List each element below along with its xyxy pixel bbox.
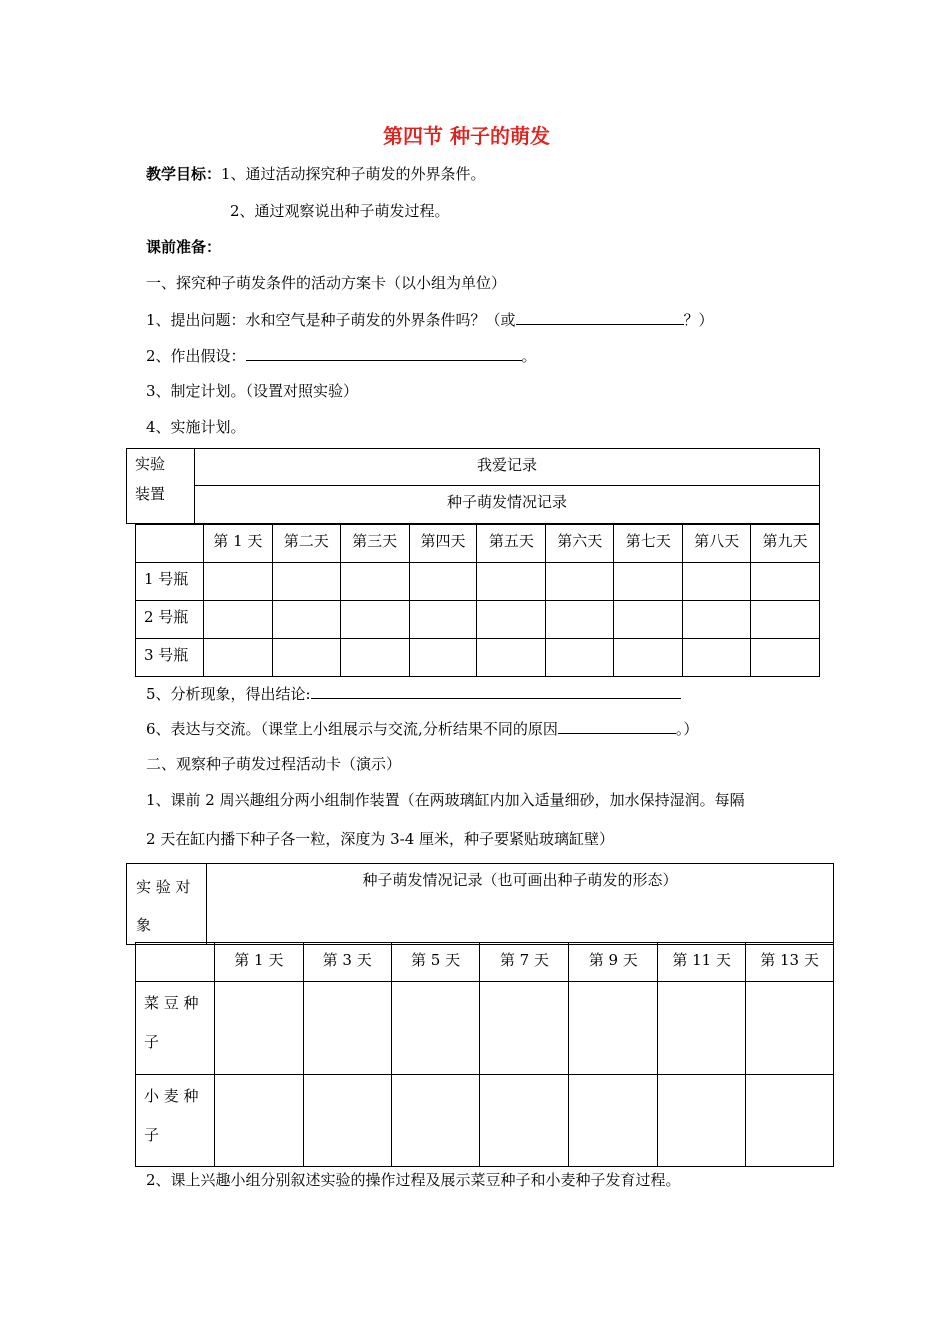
table2-cell xyxy=(658,1075,746,1167)
table2-cell xyxy=(303,982,391,1075)
table-row xyxy=(136,982,834,1075)
part2-step1-line2: 2 天在缸内播下种子各一粒，深度为 3-4 厘米，种子要紧贴玻璃缸壁） xyxy=(146,830,615,848)
table-row xyxy=(136,1075,834,1167)
step6-blank xyxy=(558,718,676,734)
table2-object-cell xyxy=(127,864,207,945)
part2-step1-line1: 1、课前 2 周兴趣组分两小组制作装置（在两玻璃缸内加入适量细砂，加水保持湿润。每隔 xyxy=(146,791,745,809)
table1-cell xyxy=(546,601,614,639)
table2-day: 第 7 天 xyxy=(480,943,569,982)
part1-step3: 3、制定计划。（设置对照实验） xyxy=(146,382,359,400)
table2-day: 第 1 天 xyxy=(214,943,303,982)
page-title: 第四节 种子的萌发 xyxy=(383,124,550,148)
table2-cell xyxy=(303,1075,391,1167)
table1-header-block xyxy=(126,448,820,524)
step1-end: ？） xyxy=(683,311,714,329)
table2-header: 种子萌发情况记录（也可画出种子萌发的形态） xyxy=(207,864,834,945)
table1-day: 第七天 xyxy=(614,525,683,563)
table2-grid xyxy=(135,942,834,1167)
table1-cell xyxy=(614,639,683,677)
table1-cell xyxy=(614,563,683,601)
table-row xyxy=(136,601,820,639)
table1-cell xyxy=(272,563,340,601)
table2-cell xyxy=(569,1075,658,1167)
table1-cell xyxy=(203,639,272,677)
table1-cell xyxy=(477,639,546,677)
table1-cell xyxy=(340,639,409,677)
part1-heading: 一、探究种子萌发条件的活动方案卡（以小组为单位） xyxy=(146,274,507,292)
table1-device-label-2: 装置 xyxy=(135,485,166,503)
table1-cell xyxy=(546,639,614,677)
table1-day: 第四天 xyxy=(409,525,477,563)
table1-cell xyxy=(409,639,477,677)
table1-corner xyxy=(136,525,204,563)
table1-day: 第九天 xyxy=(751,525,820,563)
table1-row-label: 3 号瓶 xyxy=(136,639,204,677)
table1-cell xyxy=(751,639,820,677)
table1-cell xyxy=(340,563,409,601)
table1-cell xyxy=(477,563,546,601)
step1-text: 1、提出问题：水和空气是种子萌发的外界条件吗？（或 xyxy=(146,311,516,329)
table1-grid xyxy=(135,524,820,677)
step5-blank xyxy=(311,683,681,699)
table1-cell xyxy=(683,601,751,639)
table2-day: 第 11 天 xyxy=(658,943,746,982)
step1-blank xyxy=(516,309,684,325)
table1-day: 第 1 天 xyxy=(203,525,272,563)
table1-day: 第五天 xyxy=(477,525,546,563)
table2-cell xyxy=(658,982,746,1075)
table1-day: 第八天 xyxy=(683,525,751,563)
step6-text: 6、表达与交流。（课堂上小组展示与交流,分析结果不同的原因 xyxy=(146,720,558,738)
table1-header-2: 种子萌发情况记录 xyxy=(195,486,820,524)
table2-row-label xyxy=(136,982,215,1075)
table2-day: 第 13 天 xyxy=(746,943,834,982)
table1-cell xyxy=(751,563,820,601)
part1-step2 xyxy=(146,345,537,366)
prep-label: 课前准备： xyxy=(146,238,222,256)
table1-cell xyxy=(477,601,546,639)
table2-row-label-line1: 小 麦 种 xyxy=(144,1087,199,1105)
table2-row-label-line2: 子 xyxy=(144,1033,160,1051)
table2-cell xyxy=(480,982,569,1075)
table1-device-cell xyxy=(127,449,195,524)
table1-cell xyxy=(409,601,477,639)
table2-object-label-1: 实 验 对 xyxy=(136,878,191,896)
table1-cell xyxy=(751,601,820,639)
table1-device-label-1: 实验 xyxy=(135,455,166,473)
table2-corner xyxy=(136,943,215,982)
table1-row-label: 2 号瓶 xyxy=(136,601,204,639)
step2-text: 2、作出假设： xyxy=(146,347,246,365)
table1-cell xyxy=(272,639,340,677)
step6-end: 。） xyxy=(675,720,699,738)
table2-cell xyxy=(214,982,303,1075)
part1-step4: 4、实施计划。 xyxy=(146,418,246,436)
table2-cell xyxy=(569,982,658,1075)
table2-cell xyxy=(214,1075,303,1167)
part2-heading: 二、观察种子萌发过程活动卡（演示） xyxy=(146,755,402,773)
table2-day: 第 9 天 xyxy=(569,943,658,982)
table1-row-label: 1 号瓶 xyxy=(136,563,204,601)
table1-header-1: 我爱记录 xyxy=(195,449,820,486)
table2-cell xyxy=(391,982,480,1075)
table2-cell xyxy=(746,982,834,1075)
table1-cell xyxy=(272,601,340,639)
objectives-line-1 xyxy=(146,164,486,184)
table1-cell xyxy=(203,563,272,601)
table2-header-block xyxy=(126,863,834,945)
step2-end: 。 xyxy=(521,347,537,365)
objectives-label: 教学目标： xyxy=(146,165,222,183)
part1-step5 xyxy=(146,683,681,704)
table1-cell xyxy=(409,563,477,601)
table2-day: 第 5 天 xyxy=(391,943,480,982)
table2-cell xyxy=(480,1075,569,1167)
table-row xyxy=(136,563,820,601)
objective-item-2: 2、通过观察说出种子萌发过程。 xyxy=(230,202,450,220)
table1-day: 第三天 xyxy=(340,525,409,563)
table1-cell xyxy=(340,601,409,639)
table2-row-label-line1: 菜 豆 种 xyxy=(144,994,199,1012)
table2-day: 第 3 天 xyxy=(303,943,391,982)
part2-step2: 2、课上兴趣小组分别叙述实验的操作过程及展示菜豆种子和小麦种子发育过程。 xyxy=(146,1171,681,1189)
step2-blank xyxy=(246,345,522,361)
table1-cell xyxy=(683,563,751,601)
objective-item-1: 1、通过活动探究种子萌发的外界条件。 xyxy=(221,165,486,183)
table2-object-label-2: 象 xyxy=(136,916,152,934)
step5-text: 5、分析现象，得出结论: xyxy=(146,685,311,703)
table1-day: 第六天 xyxy=(546,525,614,563)
table1-cell xyxy=(546,563,614,601)
table1-day: 第二天 xyxy=(272,525,340,563)
table-row xyxy=(136,639,820,677)
table2-row-label-line2: 子 xyxy=(144,1126,160,1144)
part1-step6 xyxy=(146,718,698,739)
part1-step1 xyxy=(146,309,714,330)
table2-row-label xyxy=(136,1075,215,1167)
table1-cell xyxy=(683,639,751,677)
table1-cell xyxy=(203,601,272,639)
table1-cell xyxy=(614,601,683,639)
table2-cell xyxy=(391,1075,480,1167)
table2-cell xyxy=(746,1075,834,1167)
